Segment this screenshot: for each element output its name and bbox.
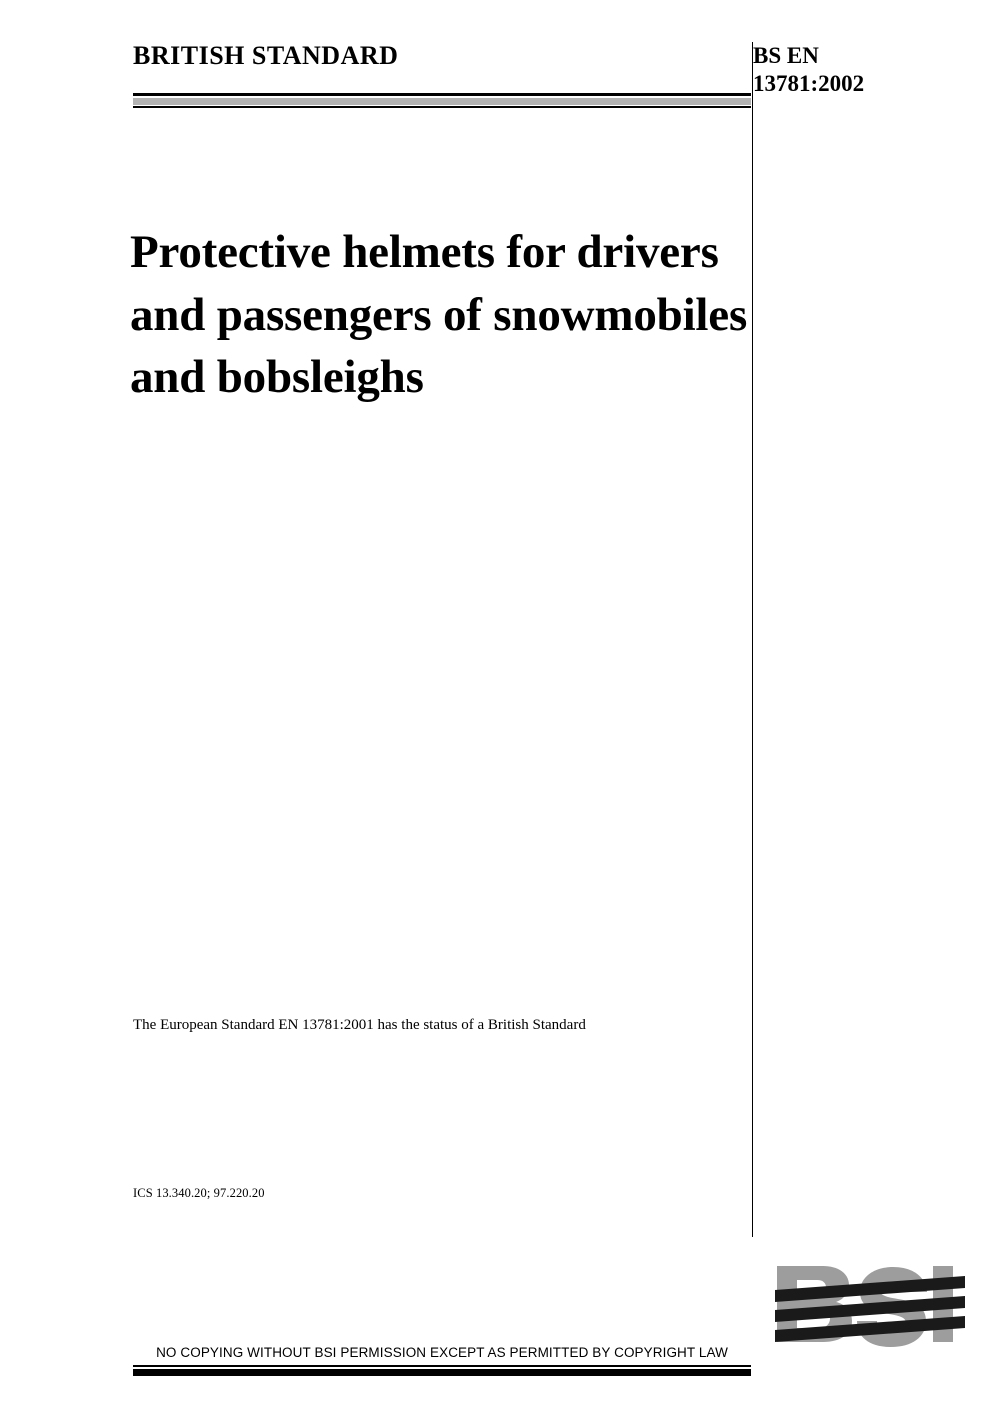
footer-rule-thick	[133, 1369, 751, 1376]
footer-rule-thin	[133, 1365, 751, 1367]
header-rule-grey	[133, 98, 751, 105]
standard-reference-line-2: 13781:2002	[753, 71, 865, 97]
document-header	[133, 42, 913, 98]
header-rule-bottom	[133, 106, 751, 108]
status-note: The European Standard EN 13781:2001 has the status of a British Standard	[133, 1017, 586, 1033]
copyright-notice: NO COPYING WITHOUT BSI PERMISSION EXCEPT AS PERMITTED BY COPYRIGHT LAW	[156, 1345, 728, 1360]
bsi-logo	[775, 1264, 965, 1350]
standard-reference	[753, 42, 913, 98]
standard-reference-line-1: BS EN	[753, 43, 819, 68]
british-standard-brand: BRITISH STANDARD	[133, 41, 399, 70]
page-title: Protective helmets for drivers and passengers of snowmobiles and bobsleighs	[130, 226, 748, 403]
vertical-divider	[752, 42, 753, 1237]
header-rule-top	[133, 93, 751, 96]
ics-classification: ICS 13.340.20; 97.220.20	[133, 1186, 265, 1200]
